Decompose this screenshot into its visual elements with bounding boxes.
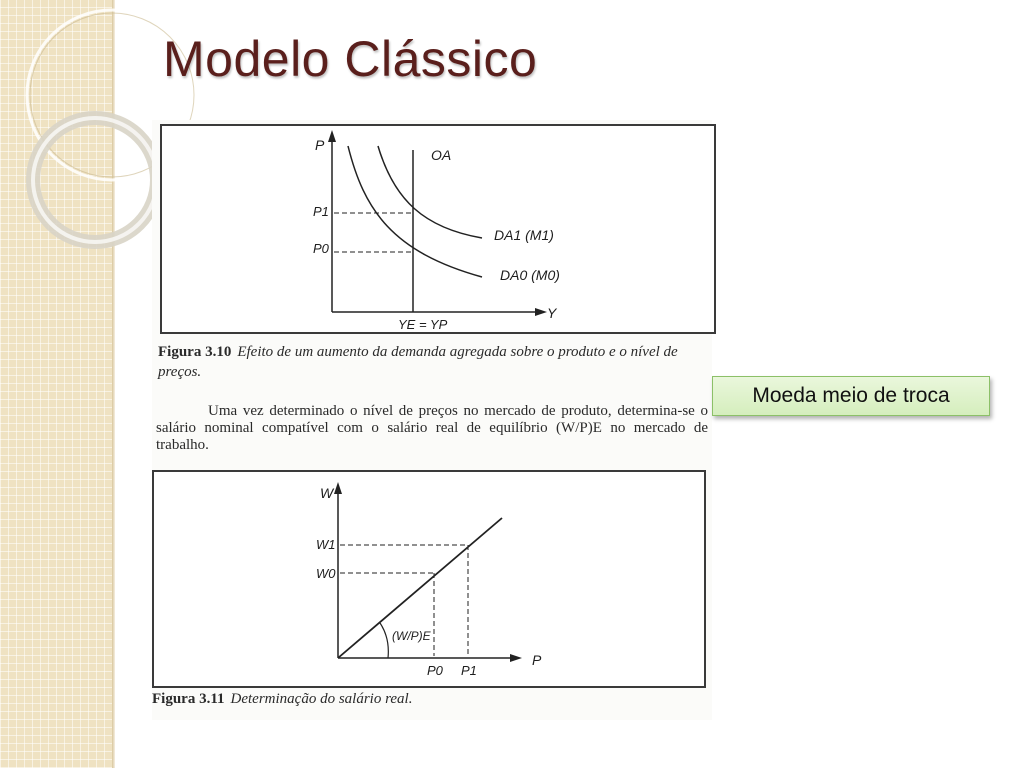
w1-label: W1 xyxy=(316,537,336,552)
slide-title: Modelo Clássico xyxy=(163,31,538,87)
slope-angle-arc xyxy=(380,623,388,658)
w-axis-arrow xyxy=(334,482,342,494)
figure-3-11-caption-label: Figura 3.11 xyxy=(152,691,225,707)
figure-3-11-caption-text: Determinação do salário real. xyxy=(230,691,413,707)
p-axis-label: P xyxy=(532,652,542,668)
figure-3-11-diagram xyxy=(152,120,712,720)
body-paragraph: Uma vez determinado o nível de preços no mercado de produto, determina-se o salário nominal compatível com o salário real de equilíbrio (W/P)E no mercado de trabalho. xyxy=(156,403,708,453)
w-axis-label: W xyxy=(320,485,334,501)
figure-3-11-caption xyxy=(152,689,704,709)
equilibrium-label: YE = YP xyxy=(398,317,448,332)
p1-label: P1 xyxy=(313,204,329,219)
p0-label: P0 xyxy=(313,241,329,256)
slope-label: (W/P)E xyxy=(392,629,431,643)
callout-box: Moeda meio de troca xyxy=(712,376,990,416)
w0-label: W0 xyxy=(316,566,336,581)
da0-label: DA0 (M0) xyxy=(500,267,560,283)
p-axis-arrow xyxy=(510,654,522,662)
decorative-circles xyxy=(0,0,140,260)
y-axis-label: Y xyxy=(547,305,557,321)
p0-label: P0 xyxy=(427,663,443,678)
p-axis-label: P xyxy=(315,137,325,153)
textbook-scan xyxy=(152,120,712,720)
p1-label: P1 xyxy=(461,663,477,678)
figure-3-10-caption-text: Efeito de um aumento da demanda agregada sobre o produto e o nível de preços. xyxy=(158,344,678,380)
da1-label: DA1 (M1) xyxy=(494,227,554,243)
figure-3-10-caption-label: Figura 3.10 xyxy=(158,344,232,360)
oa-label: OA xyxy=(431,147,452,163)
